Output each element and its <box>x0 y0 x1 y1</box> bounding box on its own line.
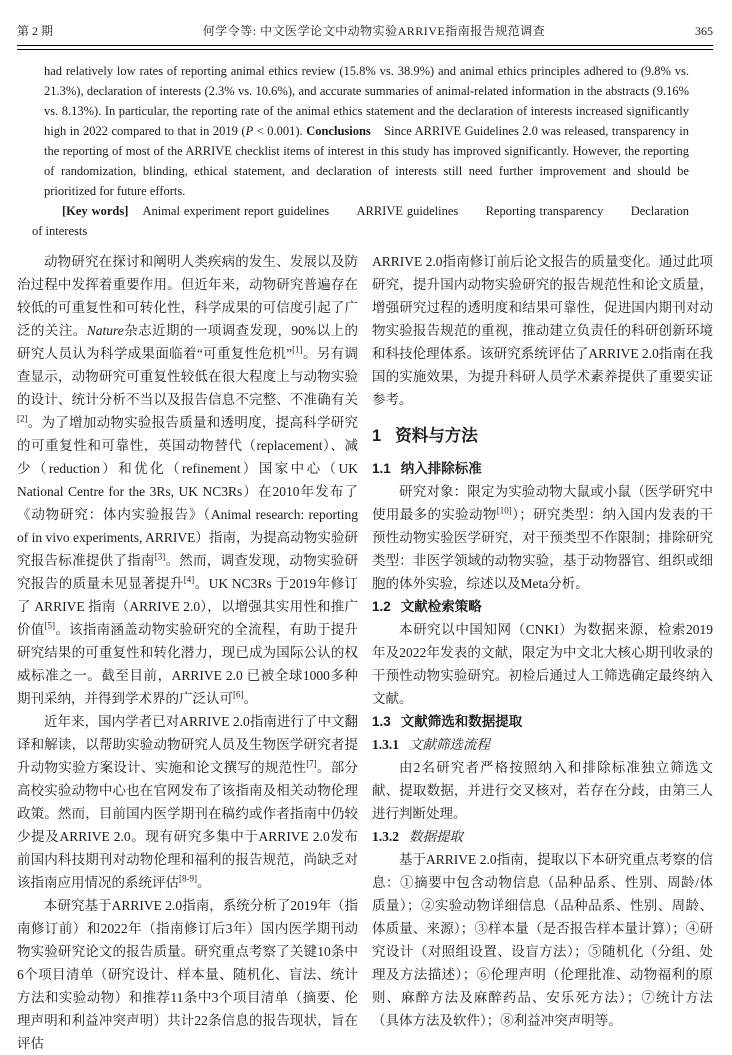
section-heading-1.3.2 <box>372 825 713 848</box>
section-number: 1.2 <box>372 599 391 614</box>
text-run: P <box>245 124 254 138</box>
section-heading-1.2 <box>372 595 713 618</box>
text-run: 近年来，国内学者已对ARRIVE 2.0指南进行了中文翻译和解读，以帮助实验动物研究人员及生物医学研究者提升动物实验方案设计、实施和论文撰写的规范性 <box>17 714 358 775</box>
section-number: 1 <box>372 427 382 445</box>
text-run: 。为了增加动物实验报告质量和透明度，提高科学研究的可重复性和可靠性，英国动物替代（replacement）、减少（reduction）和优化（refinement）国家中心（UK National Centre for the 3Rs, UK NC3Rs）在2010年发布了《动物研究：体内实验报告》（Animal research: reporting of in vivo experiments, ARRIVE）指南，为提高动物实验研究报告标准提供了指南 <box>17 415 358 568</box>
section-title: 文献筛选流程 <box>409 737 490 752</box>
abstract-continuation <box>32 61 690 241</box>
section-number: 1.3.1 <box>372 737 399 752</box>
body-columns <box>17 250 713 1055</box>
header-double-rule <box>17 45 713 50</box>
text-run: had relatively low rates of reporting animal ethics review (15.8% vs. 38.9%) and animal ethics principles adhered to (9.8% vs. 21.3%), declaration of interests (2.3% vs. 10.6%), and accurate summaries of animal-related information in the abstracts (9.16% vs. 8.13%). In particular, the reporting rate of the animal ethics statement and the declaration of interests increased significantly high in 2022 compared to that in 2019 ( <box>44 64 689 138</box>
section-heading-1.3.1 <box>372 733 713 756</box>
section-title: 资料与方法 <box>395 427 478 445</box>
text-run: 杂志近期的一项调查发现，90%以上的研究人员认为科学成果面临着“可重复性危机” <box>17 323 358 361</box>
text-run: 动物研究在探讨和阐明人类疾病的发生、发展以及防治过程中发挥着重要作用。但近年来，动物研究普遍存在较低的可重复性和可转化性，科学成果的可信度引起了广泛的关注。 <box>17 254 358 338</box>
reference-marker: [4] <box>183 574 195 585</box>
section-number: 1.3.2 <box>372 829 399 844</box>
section-number: 1.1 <box>372 461 391 476</box>
section-heading-1.1 <box>372 457 713 480</box>
text-run: 由2名研究者严格按照纳入和排除标准独立筛选文献、提取数据，并进行交叉核对，若存在分歧，由第三人进行判断处理。 <box>372 760 713 821</box>
left-column <box>17 250 358 1055</box>
text-run: 。部分高校实验动物中心也在官网发布了该指南及相关动物伦理政策。然而，目前国内医学期刊在稿约或作者指南中仍较少提及ARRIVE 2.0。现有研究多集中于ARRIVE 2.0发布前国内科技期刊对动物伦理和福利的报告规范，尚缺乏对该指南应用情况的系统评估 <box>17 760 359 890</box>
paragraph <box>372 618 713 710</box>
paragraph <box>44 61 689 201</box>
reference-marker: [1] <box>292 344 303 355</box>
section-number: 1.3 <box>372 714 391 729</box>
text-run: 。该指南涵盖动物实验研究的全流程，有助于提升研究结果的可重复性和转化潜力，现已成为国际公认的权威标准之一。截至目前，ARRIVE 2.0 已被全球1000多种期刊采纳，并得到学术界的广泛认可 <box>17 622 359 706</box>
section-title: 文献筛选和数据提取 <box>400 714 523 729</box>
paragraph <box>372 480 713 595</box>
text-run: 。然而，调查发现，动物实验研究报告的质量未见显著提升 <box>17 553 359 591</box>
reference-marker: [5] <box>44 620 56 631</box>
section-title: 数据提取 <box>409 829 463 844</box>
keywords-line <box>32 201 689 241</box>
reference-marker: [2] <box>17 413 28 424</box>
header-issue: 第 2 期 <box>17 24 54 38</box>
text-run: 本研究以中国知网（CNKI）为数据来源，检索2019年及2022年发表的文献，限定为中文北大核心期刊收录的干预性动物实验研究。初检后通过人工筛选确定最终纳入文献。 <box>372 622 713 706</box>
section-heading-1.3 <box>372 710 713 733</box>
paragraph <box>17 710 358 894</box>
paragraph <box>372 756 713 825</box>
running-header <box>17 24 713 39</box>
right-column <box>372 250 713 1055</box>
reference-marker: [7] <box>306 758 317 769</box>
keywords-items: Animal experiment report guidelines ARRIVE guidelines Reporting transparency Declaration of interests <box>32 204 689 238</box>
keywords-label: [Key words] <box>62 204 129 218</box>
text-run: 。UK NC3Rs 于2019年修订了 ARRIVE 指南（ARRIVE 2.0），以增强其实用性和推广价值 <box>17 576 359 637</box>
text-run: Conclusions <box>306 124 371 138</box>
section-title: 文献检索策略 <box>400 599 482 614</box>
text-run: 。 <box>243 691 257 706</box>
section-title: 纳入排除标准 <box>400 461 482 476</box>
header-running-title: 何学令等: 中文医学论文中动物实验ARRIVE指南报告规范调查 <box>202 24 546 38</box>
reference-marker: [10] <box>496 505 512 516</box>
text-run: 研究对象：限定为实验动物大鼠或小鼠（医学研究中使用最多的实验动物 <box>372 484 713 522</box>
paragraph <box>17 894 358 1055</box>
reference-marker: [6] <box>233 689 244 700</box>
text-run: Since ARRIVE Guidelines 2.0 was released, transparency in the reporting of most of the ARRIVE checklist items of interest in this study has improved significantly. However, the reporting of randomization, blinding, ethical statement, and declaration of interests still need further improvement and should be prioritized for future efforts. <box>44 124 690 198</box>
text-run: Nature <box>86 323 124 338</box>
reference-marker: [3] <box>154 551 166 562</box>
header-page-number: 365 <box>695 24 713 38</box>
text-run: < 0.001). <box>253 124 307 138</box>
text-run: 。 <box>197 875 211 890</box>
paragraph <box>372 848 713 1032</box>
text-run: 。另有调查显示，动物研究可重复性较低在很大程度上与动物实验的设计、统计分析不当以及报告信息不完整、不准确有关 <box>17 346 359 407</box>
text-run: ）；研究类型：纳入国内发表的干预性动物实验医学研究，对干预类型不作限制；排除研究类型：非医学领域的动物实验，基于动物器官、组织或细胞的体外实验，综述以及Meta分析。 <box>372 507 713 591</box>
reference-marker: [8-9] <box>179 873 197 884</box>
text-run: 基于ARRIVE 2.0指南，提取以下本研究重点考察的信息：①摘要中包含动物信息（品种品系、性别、周龄/体质量）；②实验动物详细信息（品种品系、性别、周龄、体质量、来源）；③样本量（是否报告样本量计算）；④研究设计（对照组设置、设盲方法）；⑤随机化（分组、处理及方法描述）；⑥伦理声明（伦理批准、动物福利的原则、麻醉方法及麻醉药品、安乐死方法）；⑦统计方法（具体方法及软件）；⑧利益冲突声明等。 <box>372 852 713 1028</box>
text-run: ARRIVE 2.0指南修订前后论文报告的质量变化。通过此项研究，提升国内动物实验研究的报告规范性和论文质量，增强研究过程的透明度和结果可靠性，促进国内期刊对动物实验报告规范的重视，推动建立负责任的科研创新环境和科技伦理体系。该研究系统评估了ARRIVE 2.0指南在我国的实施效果，为提升科研人员学术素养提供了重要实证参考。 <box>372 254 713 407</box>
paragraph <box>17 250 358 710</box>
paragraph <box>372 250 713 411</box>
text-run: 本研究基于ARRIVE 2.0指南，系统分析了2019年（指南修订前）和2022年（指南修订后3年）国内医学期刊动物实验研究论文的报告质量。研究重点考察了关键10条中6个项目清单（研究设计、样本量、随机化、盲法、统计方法和实验动物）和推荐11条中3个项目清单（摘要、伦理声明和利益冲突声明）共计22条信息的报告现状，旨在评估 <box>17 898 358 1051</box>
section-heading-1 <box>372 425 713 447</box>
